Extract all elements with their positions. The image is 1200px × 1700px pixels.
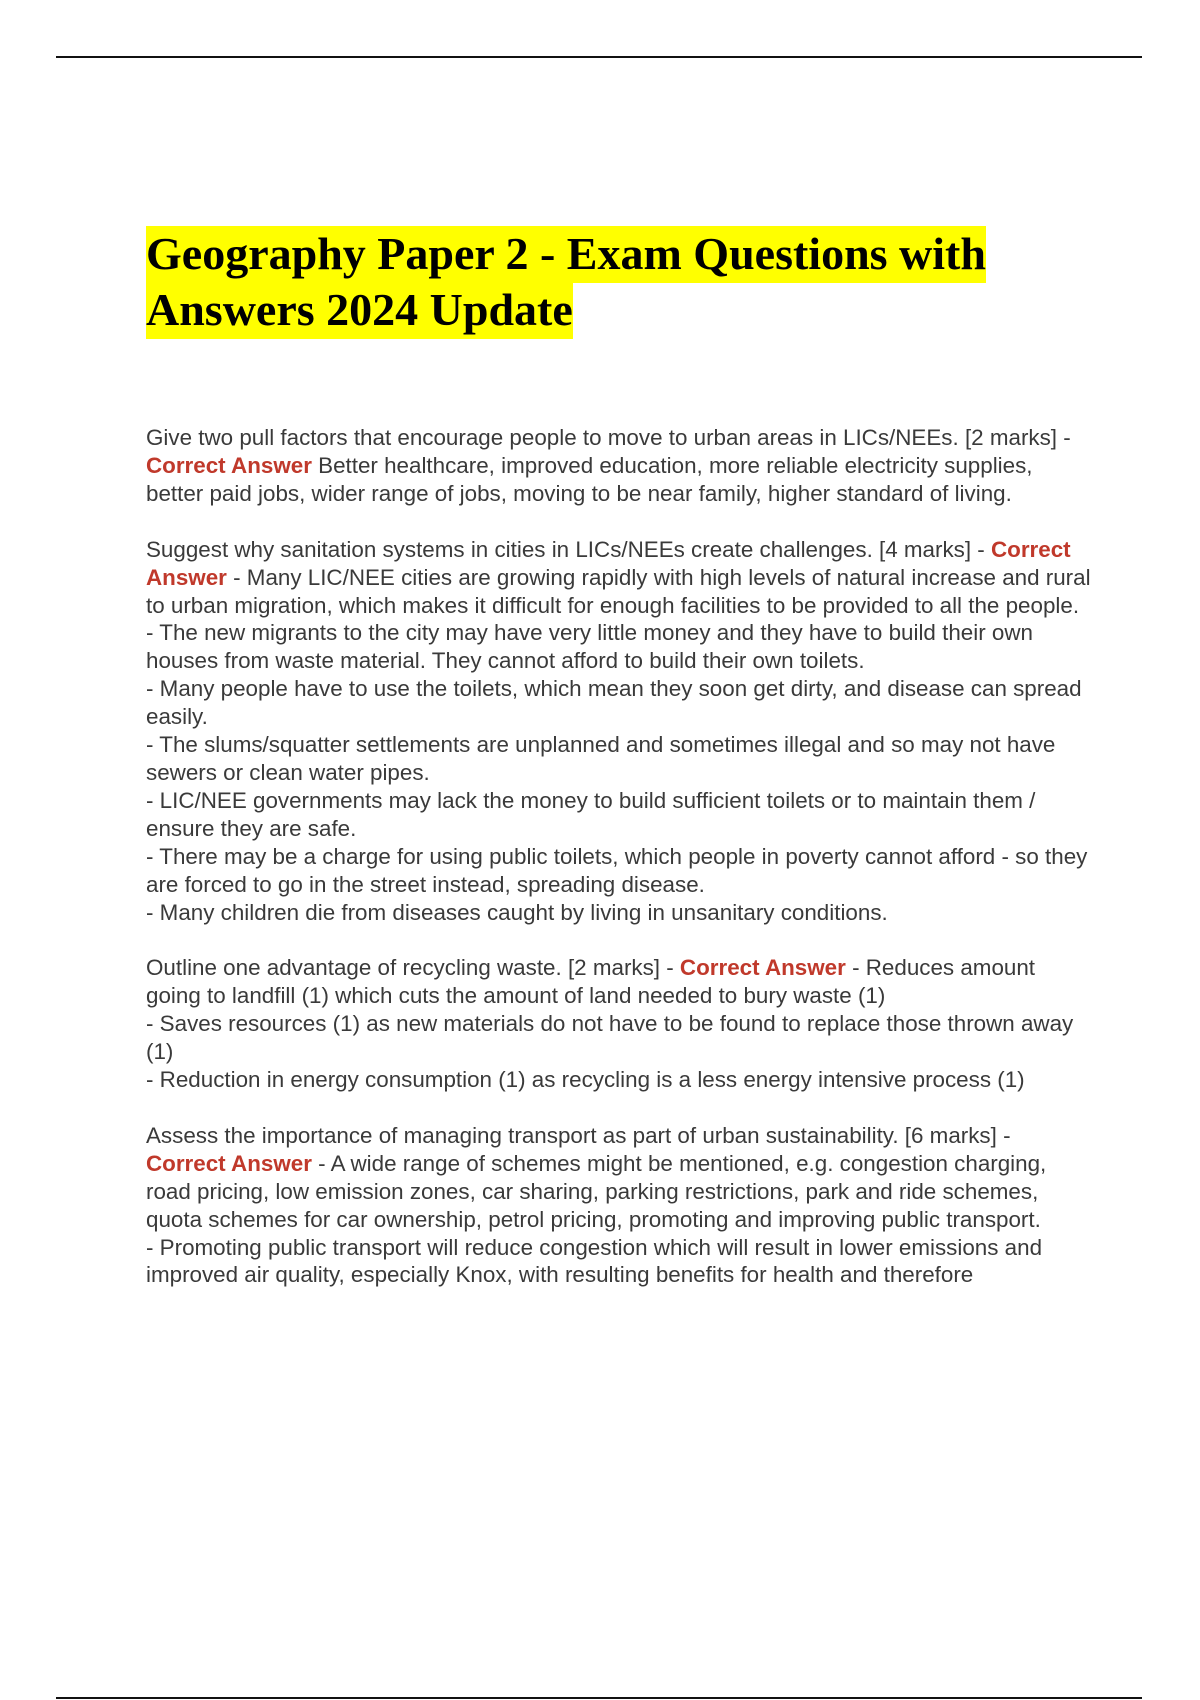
footer-rule [56,1697,1142,1699]
header-rule [56,56,1142,58]
answer-line: - There may be a charge for using public toilets, which people in poverty cannot afford - so they are forced to go in the street instead, spreading disease. [146,843,1088,897]
question-text: Give two pull factors that encourage people to move to urban areas in LICs/NEEs. [2 marks] - [146,425,1071,450]
qa-content [146,424,1091,1317]
answer-text: - A wide range of schemes might be mentioned, e.g. congestion charging, road pricing, low emission zones, car sharing, parking restrictions, park and ride schemes, quota schemes for car ownership, petrol pricing, promoting and improving public transport. [146,1150,1047,1232]
qa-paragraph [146,536,1091,620]
answer-line: - Saves resources (1) as new materials do not have to be found to replace those thrown away (1) [146,1011,1074,1065]
qa-block-3 [146,954,1091,1094]
answer-line: - Promoting public transport will reduce congestion which will result in lower emissions and improved air quality, especially Knox, with resulting benefits for health and therefore [146,1234,1043,1288]
answer-text: - Reduces amount going to landfill (1) which cuts the amount of land needed to bury waste (1) [146,955,1036,1009]
qa-block-2 [146,536,1091,927]
qa-paragraph [146,1122,1091,1234]
question-text: Outline one advantage of recycling waste. [2 marks] - [146,955,680,981]
question-text: Suggest why sanitation systems in cities in LICs/NEEs create challenges. [4 marks] - [146,536,991,562]
title-highlight: Geography Paper 2 - Exam Questions with Answers 2024 Update [146,226,986,339]
answer-line: - The new migrants to the city may have very little money and they have to build their own houses from waste material. They cannot afford to build their own toilets. [146,620,1033,674]
answer-line: - LIC/NEE governments may lack the money to build sufficient toilets or to maintain them / ensure they are safe. [146,787,1036,841]
correct-answer-label: Correct Answer [146,1150,312,1176]
answer-line: - Many people have to use the toilets, which mean they soon get dirty, and disease can spread easily. [146,676,1082,730]
correct-answer-label: Correct Answer [146,452,312,478]
qa-paragraph [146,424,1091,508]
answer-line: - The slums/squatter settlements are unplanned and sometimes illegal and so may not have sewers or clean water pipes. [146,732,1056,785]
answer-line: - Reduction in energy consumption (1) as recycling is a less energy intensive process (1) [146,1067,1025,1093]
answer-text: - Many LIC/NEE cities are growing rapidly with high levels of natural increase and rural to urban migration, which makes it difficult for enough facilities to be provided to all the people. [146,564,1091,618]
correct-answer-label: Correct Answer [679,955,846,981]
qa-block-1 [146,424,1091,508]
correct-answer-label: Correct Answer [146,536,1071,590]
answer-text: Better healthcare, improved education, more reliable electricity supplies, better paid jobs, wider range of jobs, moving to be near family, higher standard of living. [146,452,1033,506]
qa-paragraph [146,954,1091,1010]
question-text: Assess the importance of managing transport as part of urban sustainability. [6 marks] - [146,1122,1011,1148]
document-title [146,226,1096,338]
answer-line: - Many children die from diseases caught by living in unsanitary conditions. [146,899,888,925]
qa-block-4 [146,1122,1091,1289]
